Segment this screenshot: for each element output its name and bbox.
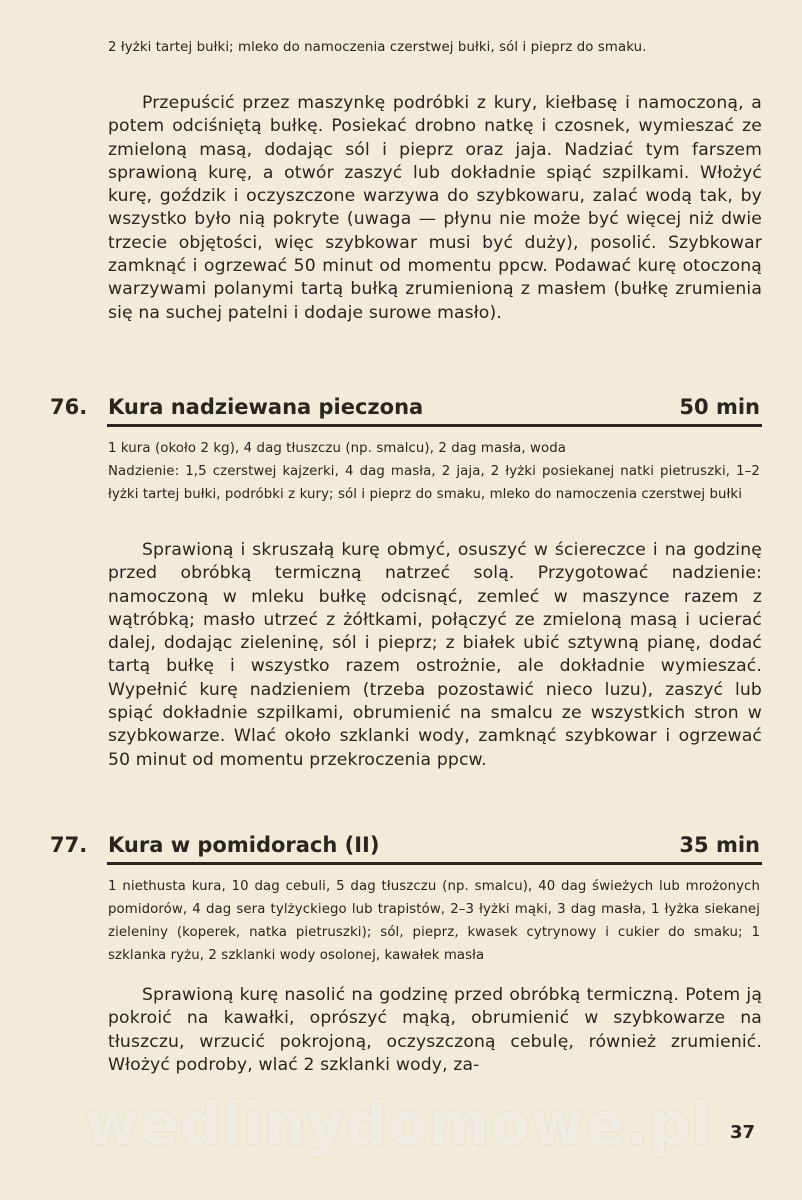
recipe-76-stuffing: Nadzienie: 1,5 czerstwej kajzerki, 4 dag masła, 2 jaja, 2 łyżki posiekanej natki pietruszki, 1–2 łyżki tartej bułki, podróbki z kury; sól i pieprz do smaku, mleko do namoczenia czerstwej bułki (108, 464, 760, 502)
recipe-76-time: 50 min (679, 395, 760, 419)
recipe-77-rule (107, 862, 762, 865)
recipe-76-title: Kura nadziewana pieczona (108, 395, 424, 419)
recipe-77-heading (50, 829, 762, 863)
recipe-76-rule (107, 424, 762, 427)
recipe-76-method: Sprawioną i skruszałą kurę obmyć, osuszyć w ściereczce i na godzinę przed obróbką termiczną natrzeć solą. Przygotować nadzienie: namoczoną w mleku bułkę odcisnąć, zemleć w maszynce razem z wątróbką; masło utrzeć z żółtkami, połączyć ze zmieloną masą i ucierać dalej, dodając zieleninę, sól i pieprz; z białek ubić sztywną pianę, dodać tartą bułkę i wszystko razem ostrożnie, ale dokładnie wymieszać. Wypełnić kurę nadzieniem (trzeba pozostawić nieco luzu), zaszyć lub spiąć dokładnie szpilkami, obrumienić na smalcu ze wszystkich stron w szybkowarze. Wlać około szklanki wody, zamknąć szybkowar i ogrzewać 50 minut od momentu przekroczenia ppcw. (108, 540, 762, 770)
recipe-77-ingredients: 1 niethusta kura, 10 dag cebuli, 5 dag tłuszczu (np. smalcu), 40 dag świeżych lub mrożonych pomidorów, 4 dag sera tylżyckiego lub trapistów, 2–3 łyżki mąki, 3 dag masła, 1 łyżka siekanej zieleniny (koperek, natka pietruszki); sól, pieprz, kwasek cytrynowy i cukier do smaku; 1 szklanka ryżu, 2 szklanki wody osolonej, kawałek masła (108, 879, 760, 963)
recipe-76-number: 76. (50, 395, 88, 419)
recipe-76-ingredients: 1 kura (około 2 kg), 4 dag tłuszczu (np. smalcu), 2 dag masła, woda (108, 441, 567, 456)
recipe-77-number: 77. (50, 833, 88, 857)
page-number: 37 (730, 1122, 756, 1143)
recipe-76-heading (50, 391, 762, 425)
top-method-paragraph: Przepuścić przez maszynkę podróbki z kury, kiełbasę i namoczoną, a potem odciśniętą bułkę. Posiekać drobno natkę i czosnek, wymieszać ze zmieloną masą, dodając sól i pieprz oraz jaja. Nadziać tym farszem sprawioną kurę, a otwór zaszyć lub dokładnie spiąć szpilkami. Włożyć kurę, goździk i oczyszczone warzywa do szybkowaru, zalać wodą tak, by wszystko było nią pokryte (uwaga — płynu nie może być więcej niż dwie trzecie objętości, więc szybkowar musi być duży), posolić. Szybkowar zamknąć i ogrzewać 50 minut od momentu ppcw. Podawać kurę otoczoną warzywami polanymi tartą bułką zrumienioną z masłem (bułkę zrumienia się na suchej patelni i dodaje surowe masło). (108, 93, 762, 323)
recipe-77-method: Sprawioną kurę nasolić na godzinę przed obróbką termiczną. Potem ją pokroić na kawałki, oprószyć mąką, obrumienić w szybkowarze na tłuszczu, wrzucić pokrojoną, oczyszczoną cebulę, również zrumienić. Włożyć podroby, wlać 2 szklanki wody, za- (108, 985, 762, 1075)
recipe-77-time: 35 min (679, 833, 760, 857)
watermark: wedlinydomowe.pl (85, 1090, 713, 1158)
top-ingredients-text: 2 łyżki tartej bułki; mleko do namoczenia czerstwej bułki, sól i pieprz do smaku. (108, 40, 647, 55)
recipe-77-title: Kura w pomidorach (II) (108, 833, 380, 857)
